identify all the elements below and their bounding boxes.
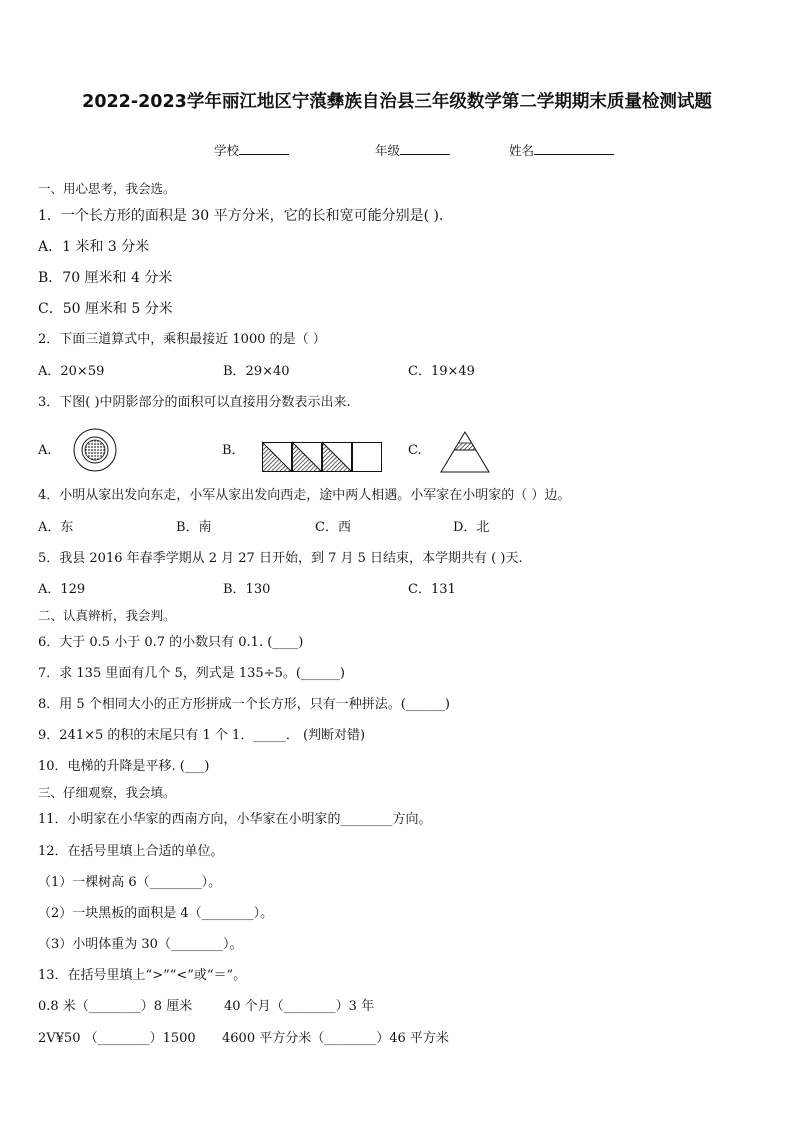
question-13: 13．在括号里填上“>”“<”或“＝”。 (38, 968, 247, 983)
q5-option-a[interactable]: A．129 (38, 582, 86, 597)
q5-option-b[interactable]: B．130 (223, 582, 271, 597)
q4-option-d[interactable]: D．北 (453, 520, 490, 535)
q4-option-c[interactable]: C．西 (315, 520, 351, 535)
q12-part-2: （2）一块黑板的面积是 4（________）。 (38, 906, 274, 921)
question-7: 7．求 135 里面有几个 5，列式是 135÷5。(______) (38, 666, 346, 681)
q5-option-c[interactable]: C．131 (408, 582, 456, 597)
question-1: 1．一个长方形的面积是 30 平方分米，它的长和宽可能分别是( )． (38, 208, 453, 224)
grade-field[interactable] (375, 141, 450, 159)
question-3: 3．下图( )中阴影部分的面积可以直接用分数表示出来. (38, 395, 351, 410)
q13-compare-2: 40 个月（________）3 年 (224, 999, 375, 1014)
name-label: 姓名 (509, 143, 535, 158)
name-field[interactable] (509, 141, 614, 159)
q1-option-c[interactable]: C．50 厘米和 5 分米 (38, 301, 173, 317)
figure-a-circles (70, 428, 120, 472)
question-10: 10．电梯的升降是平移. (___) (38, 759, 210, 774)
q3-option-a[interactable]: A. (38, 443, 52, 458)
question-5: 5．我县 2016 年春季学期从 2 月 27 日开始，到 7 月 5 日结束，本学期共有 ( )天. (38, 551, 523, 566)
question-8: 8．用 5 个相同大小的正方形拼成一个长方形，只有一种拼法。(______) (38, 697, 450, 712)
question-12: 12．在括号里填上合适的单位。 (38, 844, 224, 859)
school-field[interactable] (214, 141, 289, 159)
question-2: 2．下面三道算式中，乘积最接近 1000 的是（ ） (38, 332, 326, 347)
q13-compare-4: 4600 平方分米（________）46 平方米 (222, 1031, 449, 1046)
question-4: 4．小明从家出发向东走，小军从家出发向西走，途中两人相遇。小军家在小明家的（ ）边。 (38, 488, 571, 503)
grade-label: 年级 (375, 143, 401, 158)
page-title: 2022-2023学年丽江地区宁蒗彝族自治县三年级数学第二学期期末质量检测试题 (82, 92, 712, 112)
section-heading-judge: 二、认真辨析，我会判。 (38, 608, 176, 623)
question-11: 11．小明家在小华家的西南方向，小华家在小明家的________方向。 (38, 812, 432, 827)
section-heading-choice: 一、用心思考，我会选。 (38, 181, 176, 196)
q1-option-a[interactable]: A．1 米和 3 分米 (38, 239, 150, 255)
question-6: 6．大于 0.5 小于 0.7 的小数只有 0.1. (____) (38, 635, 304, 650)
q12-part-1: （1）一棵树高 6（________）。 (38, 875, 222, 890)
q12-part-3: （3）小明体重为 30（________）。 (38, 937, 243, 952)
q13-compare-3: 2V¥50 （________）1500 (38, 1031, 196, 1046)
q4-option-b[interactable]: B．南 (176, 520, 212, 535)
question-9: 9．241×5 的积的末尾只有 1 个 1．_____． (判断对错) (38, 728, 366, 743)
school-label: 学校 (214, 143, 240, 158)
q3-option-c[interactable]: C. (408, 443, 422, 458)
figure-b-squares (262, 442, 382, 472)
q1-option-b[interactable]: B．70 厘米和 4 分米 (38, 270, 173, 286)
q2-option-b[interactable]: B．29×40 (223, 364, 290, 379)
figure-c-triangle (440, 431, 490, 473)
q4-option-a[interactable]: A．东 (38, 520, 74, 535)
q3-option-b[interactable]: B． (222, 443, 245, 458)
q2-option-c[interactable]: C．19×49 (408, 364, 475, 379)
q13-compare-1: 0.8 米（________）8 厘米 (38, 999, 193, 1014)
section-heading-fill: 三、仔细观察，我会填。 (38, 785, 176, 800)
q2-option-a[interactable]: A．20×59 (38, 364, 105, 379)
